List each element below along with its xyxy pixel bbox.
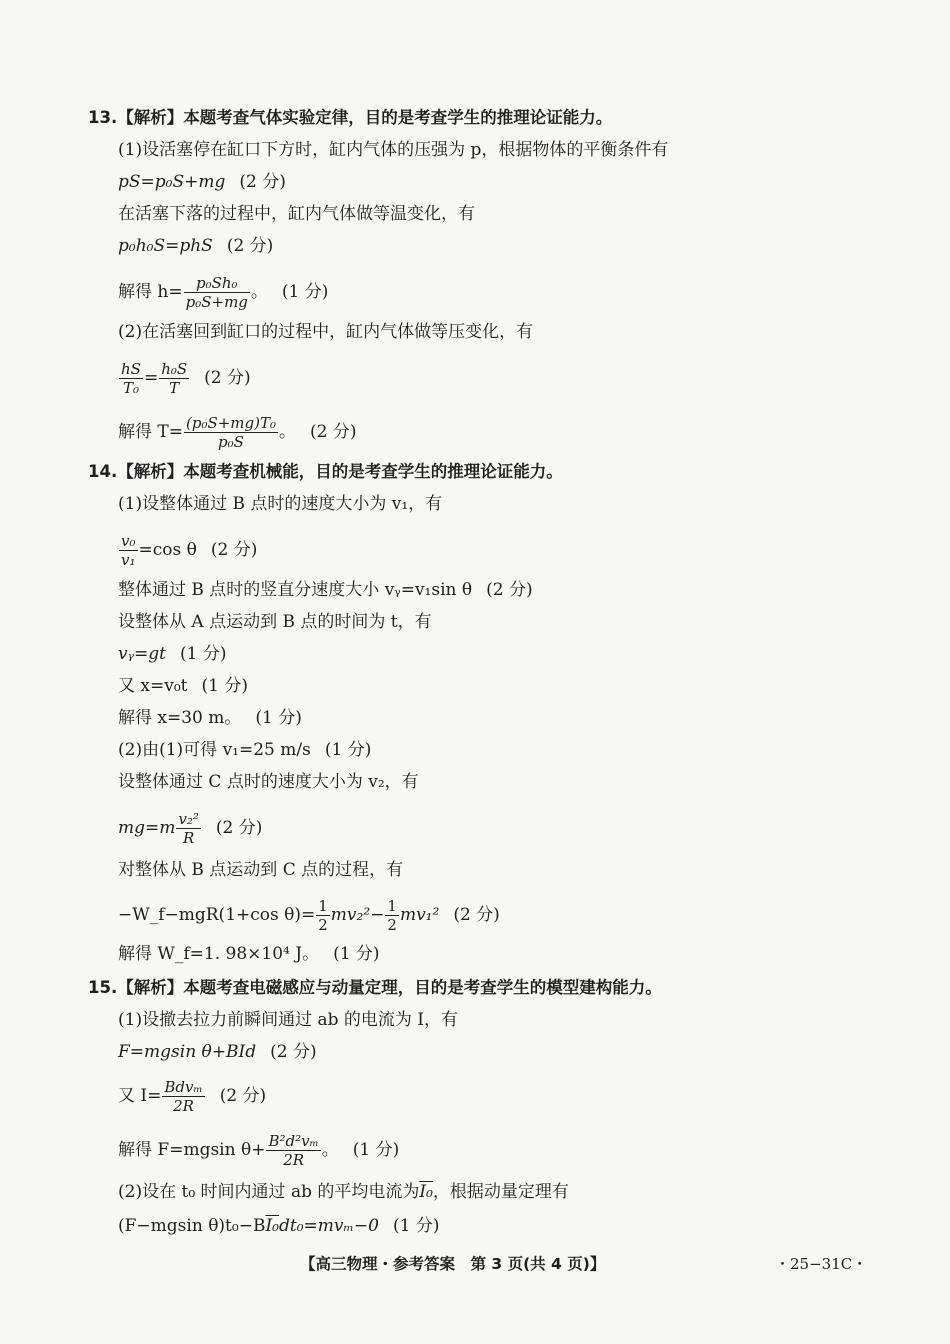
q14-eq-cos-fraction [119, 532, 138, 569]
q14-heading: 14.【解析】本题考查机械能，目的是考查学生的推理论证能力。 [88, 462, 563, 481]
q14-eq-energy-mid: mv₂²− [330, 905, 385, 925]
q13-eq-T-numerator: (p₀S+mg)T₀ [186, 414, 277, 432]
q15-line-5-suffix: ，根据动量定理有 [432, 1182, 569, 1202]
q14-score-1: (2 分) [210, 540, 258, 560]
q13-eq-h-prefix: 解得 h= [118, 282, 183, 302]
q13-eq-T-suffix: 。 [279, 422, 297, 442]
q15-eq-current-fraction [162, 1078, 204, 1115]
q14-eq-vy [118, 642, 226, 666]
q14-score-9: (1 分) [333, 944, 380, 964]
q15-score-4: (1 分) [392, 1216, 440, 1236]
q15-eq-F [118, 1132, 399, 1169]
q14-eq-x-text: 又 x=v₀t [118, 676, 188, 696]
exam-code: ・25−31C・ [775, 1255, 868, 1273]
q15-eq-force-text: F=mgsin θ+BId [118, 1042, 257, 1062]
q13-eq-isobaric-frac-2 [159, 360, 189, 397]
q14-result-x [118, 706, 302, 730]
q13-eq-h [118, 274, 328, 311]
q14-eq-cos [118, 532, 257, 569]
q14-eq-centripetal [118, 810, 262, 847]
q15-eq-current-prefix: 又 I= [118, 1086, 162, 1106]
q14-score-8: (2 分) [453, 905, 500, 925]
q15-eq-current-numerator: Bdvₘ [164, 1078, 203, 1096]
q15-line-5 [118, 1180, 569, 1204]
q14-result-x-text: 解得 x=30 m。 [118, 708, 242, 728]
q15-eq-F-suffix: 。 [321, 1140, 339, 1160]
q13-eq-isothermal [118, 234, 273, 258]
q14-eq-energy-num-1: 1 [318, 897, 328, 915]
q14-eq-energy-frac-1 [316, 897, 330, 934]
q14-eq-energy-frac-2 [385, 897, 399, 934]
q15-eq-momentum [118, 1214, 439, 1238]
q14-eq-centripetal-fraction [176, 810, 201, 847]
q14-eq-energy-den-2: 2 [387, 916, 397, 934]
q13-line-6: (2)在活塞回到缸口的过程中，缸内气体做等压变化，有 [118, 322, 534, 342]
q14-eq-energy-num-2: 1 [387, 897, 397, 915]
q15-heading: 15.【解析】本题考查电磁感应与动量定理，目的是考查学生的模型建构能力。 [88, 978, 662, 997]
q14-score-3: (1 分) [179, 644, 227, 664]
page-footer: 【高三物理・参考答案 第 3 页(共 4 页)】 [300, 1255, 606, 1273]
q14-eq-centripetal-prefix: mg=m [118, 818, 176, 838]
q13-eq-h-fraction [184, 274, 250, 311]
q13-eq-isobaric-num-1: hS [121, 360, 141, 378]
q15-eq-current [118, 1078, 266, 1115]
q15-eq-F-numerator: B²d²vₘ [268, 1132, 319, 1150]
q13-eq-isobaric [118, 360, 251, 397]
q13-score-4: (2 分) [204, 368, 251, 388]
q14-score-4: (1 分) [201, 676, 248, 696]
q14-eq-centripetal-denominator: R [182, 829, 195, 847]
q13-score-5: (2 分) [310, 422, 357, 442]
q14-line-8-text: (2)由(1)可得 v₁=25 m/s [118, 740, 311, 760]
q14-eq-energy-den-1: 2 [318, 916, 328, 934]
q14-eq-energy-lhs: −W_f−mgR(1+cos θ)= [118, 905, 316, 925]
q14-line-9: 设整体通过 C 点时的速度大小为 v₂，有 [118, 772, 419, 792]
q13-eq-isobaric-den-1: T₀ [122, 379, 139, 397]
q13-eq-isobaric-frac-1 [119, 360, 143, 397]
q13-eq-isobaric-num-2: h₀S [161, 360, 188, 378]
q13-eq-T-denominator: p₀S [218, 433, 244, 451]
q14-eq-cos-denominator: v₁ [121, 551, 136, 569]
q13-eq-h-denominator: p₀S+mg [185, 293, 248, 311]
q14-line-1: (1)设整体通过 B 点时的速度大小为 v₁，有 [118, 494, 443, 514]
q14-result-wf [118, 942, 380, 966]
q14-eq-cos-rhs: =cos θ [138, 540, 197, 560]
q15-eq-force [118, 1040, 317, 1064]
q13-eq-T [118, 414, 357, 451]
q15-eq-F-fraction [266, 1132, 320, 1169]
q14-result-wf-text: 解得 W_f=1. 98×10⁴ J。 [118, 944, 320, 964]
q14-line-8 [118, 738, 371, 762]
q15-score-3: (1 分) [352, 1140, 400, 1160]
q14-line-3 [118, 578, 533, 602]
q14-line-11: 对整体从 B 点运动到 C 点的过程，有 [118, 860, 404, 880]
q15-score-2: (2 分) [219, 1086, 267, 1106]
q13-eq-isothermal-text: p₀h₀S=phS [118, 236, 213, 256]
q14-line-3-text: 整体通过 B 点时的竖直分速度大小 vᵧ=v₁sin θ [118, 580, 473, 600]
q14-score-7: (2 分) [215, 818, 263, 838]
q14-eq-vy-text: vᵧ=gt [118, 644, 166, 664]
q15-eq-F-denominator: 2R [283, 1151, 305, 1169]
q14-eq-x [118, 674, 248, 698]
q13-eq-isobaric-den-2: T [169, 379, 180, 397]
q13-eq-T-prefix: 解得 T= [118, 422, 183, 442]
q15-line-1: (1)设撤去拉力前瞬间通过 ab 的电流为 I，有 [118, 1010, 459, 1030]
q13-score-1: (2 分) [239, 172, 286, 192]
q13-line-1: (1)设活塞停在缸口下方时，缸内气体的压强为 p，根据物体的平衡条件有 [118, 140, 669, 160]
q14-score-6: (1 分) [324, 740, 372, 760]
q15-eq-momentum-prefix: (F−mgsin θ)t₀−B [118, 1216, 266, 1236]
q13-eq-isobaric-equals: = [143, 368, 159, 388]
q14-score-5: (1 分) [255, 708, 302, 728]
q13-eq-balance [118, 170, 286, 194]
q13-heading: 13.【解析】本题考查气体实验定律，目的是考查学生的推理论证能力。 [88, 108, 613, 127]
q14-score-2: (2 分) [486, 580, 533, 600]
q14-eq-cos-numerator: v₀ [121, 532, 136, 550]
q14-eq-energy [118, 897, 500, 934]
q13-eq-balance-text: pS=p₀S+mg [118, 172, 226, 192]
q13-score-2: (2 分) [226, 236, 274, 256]
q15-eq-current-denominator: 2R [173, 1097, 194, 1115]
q13-score-3: (1 分) [281, 282, 329, 302]
q13-line-3: 在活塞下落的过程中，缸内气体做等温变化，有 [118, 204, 475, 224]
q15-eq-momentum-avg-current: I₀ [265, 1216, 279, 1236]
q13-eq-h-numerator: p₀Sh₀ [184, 274, 250, 293]
q13-eq-h-suffix: 。 [250, 282, 268, 302]
q14-line-4: 设整体从 A 点运动到 B 点的时间为 t，有 [118, 612, 432, 632]
q15-eq-momentum-suffix: dt₀=mvₘ−0 [278, 1216, 379, 1236]
q14-eq-centripetal-numerator: v₂² [178, 810, 199, 828]
q15-score-1: (2 分) [270, 1042, 317, 1062]
q15-eq-F-prefix: 解得 F=mgsin θ+ [118, 1140, 266, 1160]
q15-line-5-avg-current: I₀ [419, 1182, 433, 1202]
q15-line-5-prefix: (2)设在 t₀ 时间内通过 ab 的平均电流为 [118, 1182, 420, 1202]
q13-eq-T-fraction [184, 414, 278, 451]
q14-eq-energy-tail: mv₁² [399, 905, 440, 925]
